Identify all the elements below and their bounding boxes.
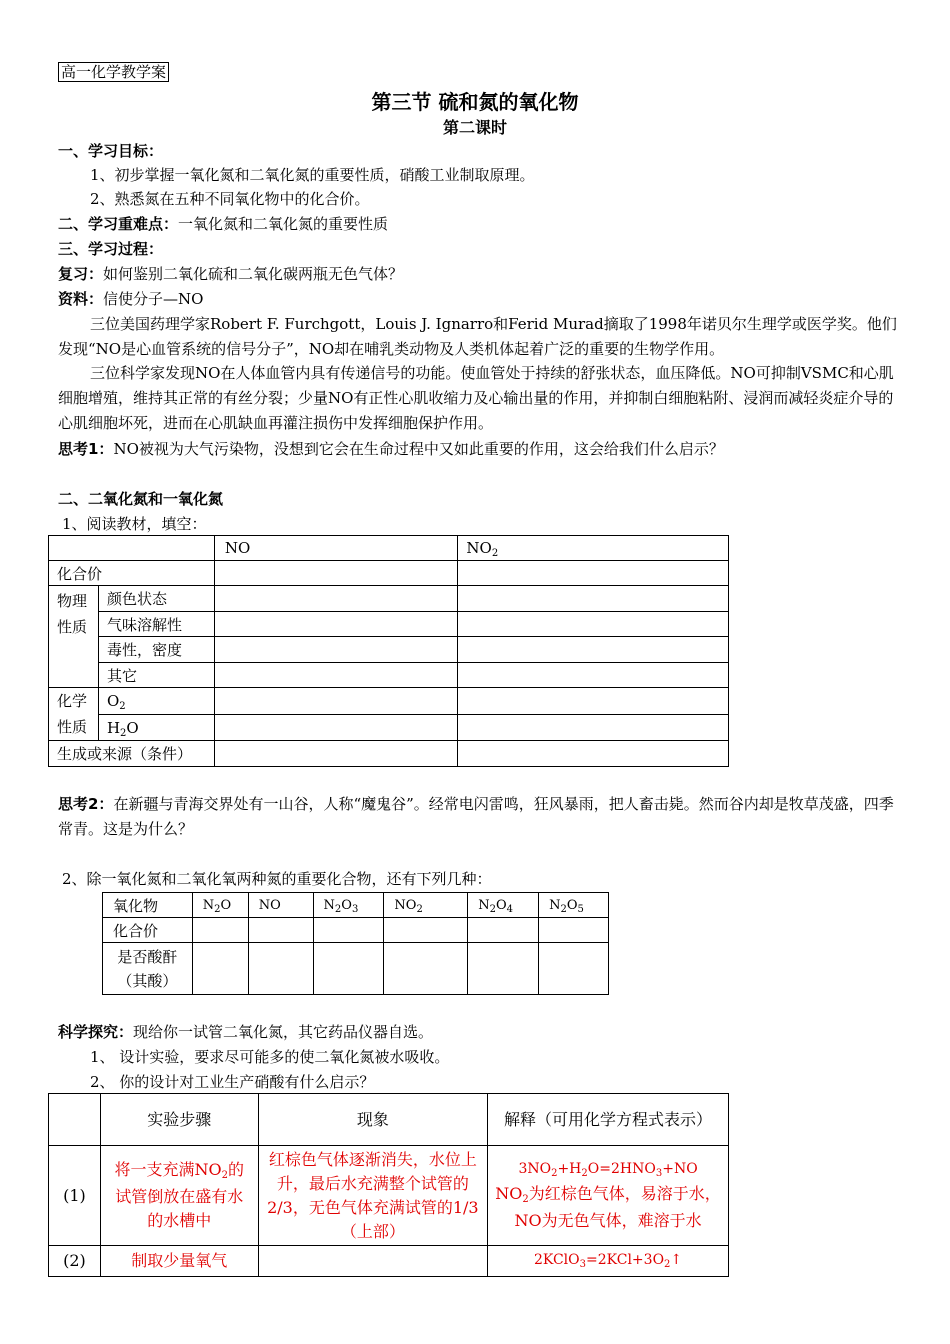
h2o-h: H bbox=[106, 718, 121, 737]
cell[interactable] bbox=[214, 663, 458, 688]
think2-text: 在新疆与青海交界处有一山谷，人称“魔鬼谷”。经常电闪雷鸣，狂风暴雨，把人畜击毙。然而谷内却是牧草茂盛，四季常青。这是为什么？ bbox=[58, 795, 894, 838]
oxides-table bbox=[102, 892, 609, 995]
section2-text: 一氧化氮和二氧化氮的重要性质 bbox=[178, 215, 389, 233]
part2b-instruction: 2、除一氧化氮和二氧化氧两种氮的重要化合物，还有下列几种： bbox=[62, 870, 492, 888]
row-source: 生成或来源（条件） bbox=[49, 741, 215, 767]
oxide-n2o: $N_2O$ bbox=[192, 893, 248, 918]
oxide-no: NO bbox=[248, 893, 313, 918]
row2-phenomenon[interactable] bbox=[258, 1246, 488, 1277]
cell[interactable] bbox=[458, 663, 729, 688]
section1-heading: 一、学习目标： bbox=[58, 142, 164, 160]
row1-phenomenon: 红棕色气体逐渐消失，水位上升，最后水充满整个试管的2/3，无色气体充满试管的1/3（上部） bbox=[258, 1146, 488, 1246]
row1-step: 将一支充满$NO_2$的试管倒放在盛有水的水槽中 bbox=[100, 1146, 258, 1246]
oxide-n2o3: $N_2O_3$ bbox=[313, 893, 384, 918]
inquiry-text: 现给你一试管二氧化氮，其它药品仪器自选。 bbox=[133, 1023, 434, 1041]
cell[interactable] bbox=[214, 612, 458, 637]
section2-heading: 二、学习重难点： bbox=[58, 215, 179, 233]
inquiry-item-2: 2、 你的设计对工业生产硝酸有什么启示？ bbox=[90, 1073, 375, 1091]
row1-explanation-text: $NO_2$为红棕色气体，易溶于水，NO为无色气体，难溶于水 bbox=[495, 1184, 721, 1230]
section2 bbox=[58, 213, 388, 235]
material bbox=[58, 288, 203, 310]
review bbox=[58, 263, 403, 285]
think2-label: 思考2： bbox=[58, 795, 114, 813]
cell[interactable] bbox=[539, 943, 609, 995]
cell[interactable] bbox=[313, 918, 384, 943]
cell[interactable] bbox=[384, 918, 468, 943]
inquiry-label: 科学探究： bbox=[58, 1023, 134, 1041]
header-phenomenon: 现象 bbox=[258, 1094, 488, 1146]
header-explanation: 解释（可用化学方程式表示） bbox=[488, 1094, 729, 1146]
objective-2: 2、熟悉氮在五种不同氧化物中的化合价。 bbox=[90, 190, 370, 208]
corner-cell bbox=[49, 536, 215, 561]
cell[interactable] bbox=[192, 918, 248, 943]
col-no2 bbox=[458, 536, 729, 561]
cell[interactable] bbox=[313, 943, 384, 995]
row-toxicity-density: 毒性，密度 bbox=[98, 637, 214, 663]
row-o2 bbox=[98, 688, 214, 715]
header-step: 实验步骤 bbox=[100, 1094, 258, 1146]
col-no bbox=[214, 536, 458, 561]
cell[interactable] bbox=[458, 715, 729, 741]
cell[interactable] bbox=[214, 741, 458, 767]
think1-text: NO被视为大气污染物，没想到它会在生命过程中又如此重要的作用，这会给我们什么启示？ bbox=[113, 440, 724, 458]
oxide-n2o4: $N_2O_4$ bbox=[468, 893, 539, 918]
page-subtitle: 第二课时 bbox=[442, 118, 507, 137]
header-tag: 高一化学教学案 bbox=[58, 62, 169, 82]
row-anhydride: 是否酸酐（其酸） bbox=[103, 943, 193, 995]
material-label: 资料： bbox=[58, 290, 104, 308]
material-paragraph-1: 三位美国药理学家Robert F. Furchgott，Louis J. Ignarro和Ferid Murad摘取了1998年诺贝尔生理学或医学奖。他们发现“NO是心血管系统的信号分子”，NO却在哺乳类动物及人类机体起着广泛的重要的生物学作用。 bbox=[58, 315, 897, 358]
cell[interactable] bbox=[214, 688, 458, 715]
row-oxide: 氧化物 bbox=[103, 893, 193, 918]
objective-1: 1、初步掌握一氧化氮和二氧化氮的重要性质，硝酸工业制取原理。 bbox=[90, 166, 535, 184]
row-physical: 物理性质 bbox=[49, 586, 99, 688]
cell[interactable] bbox=[458, 586, 729, 612]
cell[interactable] bbox=[214, 586, 458, 612]
cell[interactable] bbox=[458, 741, 729, 767]
col-no2-label: NO bbox=[466, 539, 492, 557]
think2 bbox=[58, 792, 898, 842]
cell[interactable] bbox=[214, 561, 458, 586]
part2-instruction: 1、阅读教材，填空： bbox=[62, 515, 207, 533]
row1-equation: $3NO_2+H_2O=2HNO_3+NO$ bbox=[518, 1161, 698, 1179]
o2-label: O bbox=[106, 692, 120, 710]
cell[interactable] bbox=[458, 612, 729, 637]
cell[interactable] bbox=[458, 561, 729, 586]
page-title: 第三节 硫和氮的氧化物 bbox=[371, 90, 579, 114]
o2-subscript: 2 bbox=[119, 701, 126, 712]
row1-index: (1) bbox=[49, 1146, 101, 1246]
h2o-subscript: 2 bbox=[120, 727, 127, 739]
h2o-o: O bbox=[126, 718, 139, 737]
cell[interactable] bbox=[384, 943, 468, 995]
oxide-n2o5: $N_2O_5$ bbox=[539, 893, 609, 918]
cell[interactable] bbox=[539, 918, 609, 943]
inquiry bbox=[58, 1021, 433, 1043]
part2-heading: 二、二氧化氮和一氧化氮 bbox=[58, 490, 224, 508]
row2-step: 制取少量氧气 bbox=[100, 1246, 258, 1277]
row-valence: 化合价 bbox=[49, 561, 215, 586]
cell[interactable] bbox=[248, 918, 313, 943]
row-valence: 化合价 bbox=[103, 918, 193, 943]
think1 bbox=[58, 438, 724, 460]
row-color-state: 颜色状态 bbox=[98, 586, 214, 612]
cell[interactable] bbox=[468, 918, 539, 943]
row1-explanation bbox=[488, 1146, 729, 1246]
row2-explanation: $2KClO_3=2KCl+3O_2↑$ bbox=[488, 1246, 729, 1277]
review-label: 复习： bbox=[58, 265, 104, 283]
header-index bbox=[49, 1094, 101, 1146]
cell[interactable] bbox=[248, 943, 313, 995]
row2-index: (2) bbox=[49, 1246, 101, 1277]
cell[interactable] bbox=[214, 637, 458, 663]
row-smell-solubility: 气味溶解性 bbox=[98, 612, 214, 637]
material-text: 信使分子—NO bbox=[103, 290, 204, 308]
col-no-label: NO bbox=[224, 539, 251, 557]
col-no2-subscript: 2 bbox=[491, 548, 499, 559]
row-chemical: 化学性质 bbox=[49, 688, 99, 741]
think1-label: 思考1： bbox=[58, 440, 114, 458]
properties-table bbox=[48, 535, 729, 767]
material-paragraph-2: 三位科学家发现NO在人体血管内具有传递信号的功能。使血管处于持续的舒张状态，血压降低。NO可抑制VSMC和心肌细胞增殖，维持其正常的有丝分裂；少量NO有正性心肌收缩力及心输出量的作用，并抑制白细胞粘附、浸润而减轻炎症介导的心肌细胞坏死，进而在心肌缺血再灌注损伤中发挥细胞保护作用。 bbox=[58, 364, 894, 432]
section3-heading: 三、学习过程： bbox=[58, 240, 164, 258]
review-text: 如何鉴别二氧化硫和二氧化碳两瓶无色气体？ bbox=[103, 265, 404, 283]
oxide-no2: $NO_2$ bbox=[384, 893, 468, 918]
cell[interactable] bbox=[214, 715, 458, 741]
row-other: 其它 bbox=[98, 663, 214, 688]
cell[interactable] bbox=[458, 688, 729, 715]
cell[interactable] bbox=[458, 637, 729, 663]
experiment-table bbox=[48, 1093, 729, 1277]
cell[interactable] bbox=[468, 943, 539, 995]
inquiry-item-1: 1、 设计实验，要求尽可能多的使二氧化氮被水吸收。 bbox=[90, 1048, 450, 1066]
cell[interactable] bbox=[192, 943, 248, 995]
row-h2o bbox=[98, 715, 214, 741]
